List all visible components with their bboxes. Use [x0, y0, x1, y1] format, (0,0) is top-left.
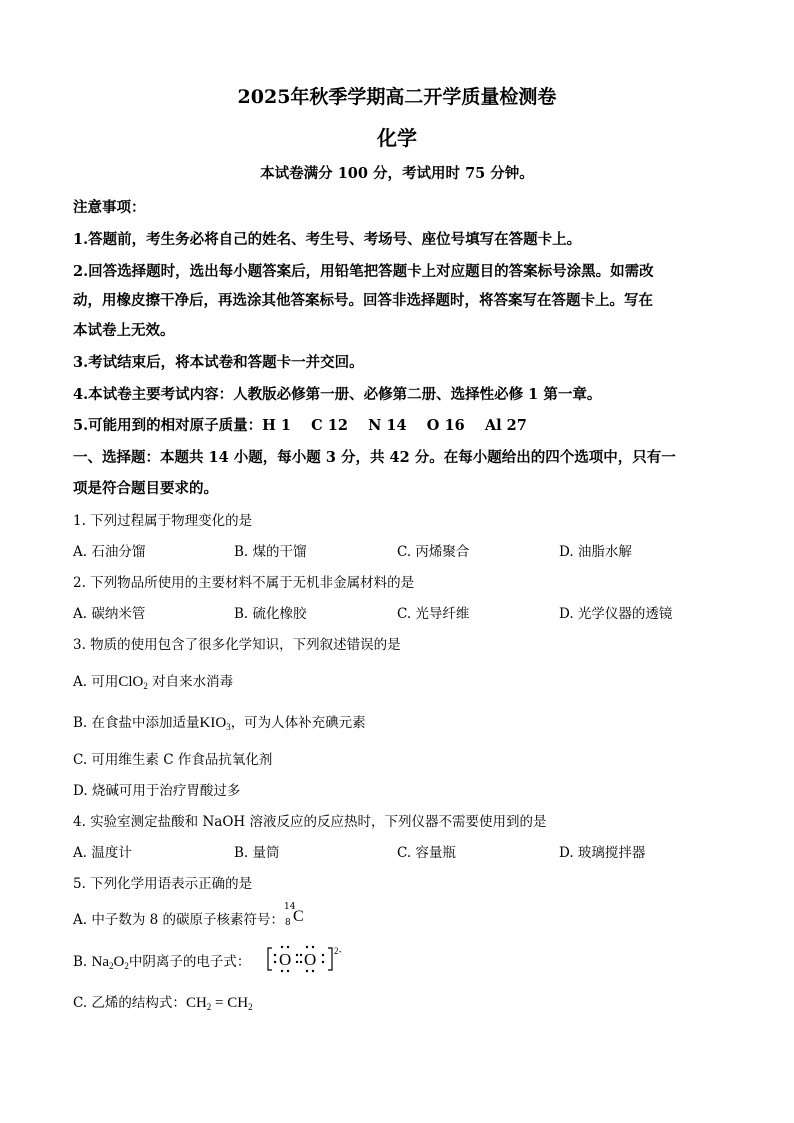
option-a-text: A. 中子数为 8 的碳原子核素符号： — [73, 912, 285, 928]
formula-part: Na — [91, 954, 110, 970]
option-b-text: B. 在食盐中添加适量 — [73, 715, 200, 731]
question-1-option-c: C. 丙烯聚合 — [397, 544, 470, 560]
question-5-option-a — [73, 902, 306, 928]
double-bond: = — [211, 995, 228, 1011]
formula-subscript: 2 — [109, 961, 114, 971]
option-b-text: 中阴离子的电子式： — [128, 954, 251, 970]
left-bracket — [268, 948, 272, 970]
formula-part: CH — [185, 995, 207, 1011]
exam-info: 本试卷满分 100 分，考试用时 75 分钟。 — [260, 165, 534, 182]
option-a-text: A. 可用 — [73, 674, 119, 690]
question-1-option-a: A. 石油分馏 — [73, 544, 146, 560]
option-c-text: C. 乙烯的结构式： — [73, 995, 186, 1011]
question-5-option-b — [73, 950, 250, 971]
option-b-label: B. — [73, 954, 92, 970]
peroxide-electron-formula — [266, 944, 346, 974]
note-1: 1.答题前，考生务必将自己的姓名、考生号、考场号、座位号填写在答题卡上。 — [73, 231, 582, 248]
question-5-stem: 5. 下列化学用语表示正确的是 — [73, 876, 253, 892]
carbon-isotope-symbol — [284, 902, 306, 928]
question-2-option-a: A. 碳纳米管 — [73, 606, 146, 622]
option-b-text-end: ，可为人体补充碘元素 — [230, 715, 366, 731]
question-5-option-c — [73, 991, 253, 1012]
question-4-option-b: B. 量筒 — [234, 845, 280, 861]
subject-title: 化学 — [377, 126, 417, 150]
oxygen-atom-1: O — [279, 950, 292, 969]
section-heading-line-2: 项是符合题目要求的。 — [73, 480, 218, 497]
section-heading-line-1: 一、选择题：本题共 14 小题，每小题 3 分，共 42 分。在每小题给出的四个选项中，只有一 — [73, 449, 676, 466]
formula-subscript: 3 — [226, 722, 231, 732]
question-4-option-d: D. 玻璃搅拌器 — [559, 845, 646, 861]
formula-subscript: 2 — [248, 1002, 253, 1012]
question-2-stem: 2. 下列物品所使用的主要材料不属于无机非金属材料的是 — [73, 575, 415, 591]
question-3-option-a — [73, 670, 233, 691]
formula-part: CH — [227, 995, 249, 1011]
formula-part: O — [113, 954, 125, 970]
notes-heading: 注意事项： — [73, 199, 146, 216]
note-2-line-3: 本试卷上无效。 — [73, 322, 175, 339]
formula-part: KIO — [199, 715, 227, 731]
question-2-option-d: D. 光学仪器的透镜 — [559, 606, 673, 622]
mass-number: 14 — [284, 902, 296, 912]
note-4: 4.本试卷主要考试内容：人教版必修第一册、必修第二册、选择性必修 1 第一章。 — [73, 386, 602, 403]
note-5: 5.可能用到的相对原子质量：H 1 C 12 N 14 O 16 Al 27 — [73, 417, 527, 434]
formula-clo2 — [118, 674, 148, 690]
formula-part: ClO — [118, 674, 144, 690]
formula-ethylene — [186, 995, 253, 1011]
note-3: 3.考试结束后，将本试卷和答题卡一并交回。 — [73, 354, 364, 371]
atomic-number: 8 — [285, 918, 291, 928]
option-a-text-end: 对自来水消毒 — [152, 674, 234, 690]
question-1-stem: 1. 下列过程属于物理变化的是 — [73, 513, 253, 529]
question-4-option-c: C. 容量瓶 — [397, 845, 456, 861]
question-4-stem: 4. 实验室测定盐酸和 NaOH 溶液反应的反应热时，下列仪器不需要使用到的是 — [73, 814, 547, 830]
formula-subscript: 2 — [124, 961, 129, 971]
question-1-option-d: D. 油脂水解 — [559, 544, 632, 560]
question-1-option-b: B. 煤的干馏 — [234, 544, 307, 560]
exam-title: 2025年秋季学期高二开学质量检测卷 — [237, 86, 557, 108]
note-2-line-2: 动，用橡皮擦干净后，再选涂其他答案标号。回答非选择题时，将答案写在答题卡上。写在 — [73, 292, 653, 309]
question-2-option-b: B. 硫化橡胶 — [234, 606, 307, 622]
question-3-option-b — [73, 711, 366, 732]
formula-na2o2 — [92, 954, 129, 970]
question-3-option-d: D. 烧碱可用于治疗胃酸过多 — [73, 783, 241, 799]
question-2-option-c: C. 光导纤维 — [397, 606, 470, 622]
right-bracket — [328, 948, 332, 970]
question-3-option-c: C. 可用维生素 C 作食品抗氧化剂 — [73, 752, 273, 768]
formula-subscript: 2 — [206, 1002, 212, 1012]
formula-subscript: 2 — [143, 681, 148, 691]
formula-kio3 — [200, 715, 231, 731]
oxygen-atom-2: O — [304, 950, 317, 969]
element-symbol: C — [293, 908, 304, 925]
note-2-line-1: 2.回答选择题时，选出每小题答案后，用铅笔把答题卡上对应题目的答案标号涂黑。如需改 — [73, 263, 654, 280]
question-4-option-a: A. 温度计 — [73, 845, 132, 861]
ion-charge: 2- — [334, 946, 342, 956]
question-3-stem: 3. 物质的使用包含了很多化学知识，下列叙述错误的是 — [73, 637, 401, 653]
